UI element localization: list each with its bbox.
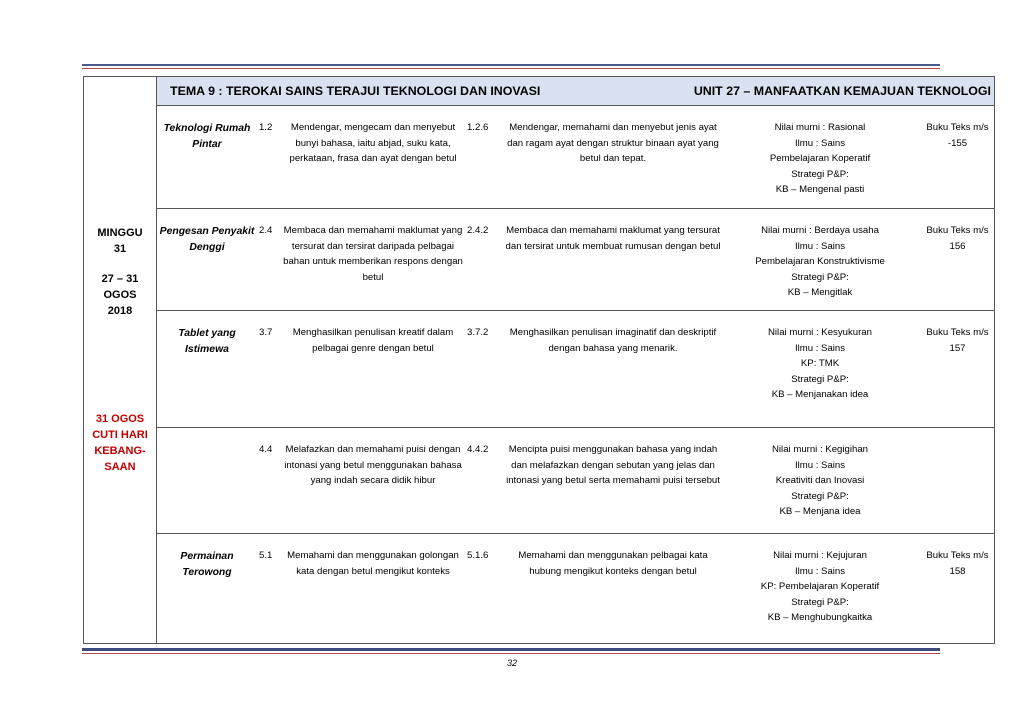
lesson-row xyxy=(157,311,995,428)
notes xyxy=(721,548,919,626)
note-value: Nilai murni : Rasional xyxy=(774,122,866,133)
objective-code: 2.4.2 xyxy=(467,225,489,236)
resource-text xyxy=(919,442,996,520)
note-approach: KP: TMK xyxy=(800,358,840,369)
topic-title: Teknologi Rumah Pintar xyxy=(163,123,251,150)
note-strategy: Strategi P&P: xyxy=(791,271,849,283)
lesson-plan-table xyxy=(83,76,995,644)
resource-text: Buku Teks m/s 156 xyxy=(926,225,989,252)
note-thinking-skill: KB – Mengitlak xyxy=(787,287,853,298)
week-date-year: 2018 xyxy=(107,305,133,317)
objective-code: 4.4.2 xyxy=(467,444,489,455)
week-date-month: OGOS xyxy=(103,289,137,301)
standard-code: 4.4 xyxy=(259,444,273,455)
note-knowledge: Ilmu : Sains xyxy=(794,459,846,471)
unit-title: UNIT 27 – MANFAATKAN KEMAJUAN TEKNOLOGI xyxy=(693,84,991,98)
note-thinking-skill: KB – Menjana idea xyxy=(779,506,861,517)
week-cell xyxy=(84,77,157,644)
lesson-row xyxy=(157,106,995,209)
objective-text: Mendengar, memahami dan menyebut jenis ayat dan ragam ayat dengan struktur binaan ayat yang betul dan tepat. xyxy=(507,122,719,164)
note-strategy: Strategi P&P: xyxy=(791,168,849,180)
note-thinking-skill: KB – Menjanakan idea xyxy=(771,389,869,400)
note-value: Nilai murni : Berdaya usaha xyxy=(761,225,879,236)
holiday-line-1: 31 OGOS xyxy=(95,413,145,425)
objective-text: Membaca dan memahami maklumat yang tersurat dan tersirat untuk membuat rumusan dengan betul xyxy=(505,225,721,252)
standard-text: Mendengar, mengecam dan menyebut bunyi bahasa, iaitu abjad, suku kata, perkataan, frasa dan ayat dengan betul xyxy=(289,122,457,164)
note-knowledge: Ilmu : Sains xyxy=(794,137,846,149)
note-strategy: Strategi P&P: xyxy=(791,373,849,385)
note-approach: Pembelajaran Konstruktivisme xyxy=(755,256,885,267)
note-strategy: Strategi P&P: xyxy=(791,596,849,608)
standard-code: 3.7 xyxy=(259,327,273,338)
note-value: Nilai murni : Kesyukuran xyxy=(768,327,872,338)
holiday-line-4: SAAN xyxy=(104,461,136,473)
week-number: 31 xyxy=(113,243,127,255)
lesson-row xyxy=(157,428,995,534)
objective-text: Menghasilkan penulisan imaginatif dan deskriptif dengan bahasa yang menarik. xyxy=(509,327,717,354)
theme-header xyxy=(157,77,995,106)
resource-text: Buku Teks m/s 158 xyxy=(926,550,989,577)
note-thinking-skill: KB – Menghubungkaitka xyxy=(767,612,873,623)
notes xyxy=(721,442,919,520)
standard-text: Menghasilkan penulisan kreatif dalam pelbagai genre dengan betul xyxy=(292,327,454,354)
topic-title xyxy=(157,442,257,520)
note-approach: Kreativiti dan Inovasi xyxy=(775,475,865,486)
week-label: MINGGU xyxy=(97,227,143,239)
footer-rule-red xyxy=(82,653,940,654)
standard-text: Memahami dan menggunakan golongan kata dengan betul mengikut konteks xyxy=(287,550,459,577)
standard-text: Membaca dan memahami maklumat yang tersurat dan tersirat daripada pelbagai bahan untuk memberikan respons dengan betul xyxy=(283,225,463,283)
notes xyxy=(721,223,919,301)
topic-title: Pengesan Penyakit Denggi xyxy=(159,226,255,253)
note-value: Nilai murni : Kejujuran xyxy=(773,550,867,561)
page-number: 32 xyxy=(506,658,517,668)
note-approach: Pembelajaran Koperatif xyxy=(769,153,871,164)
standard-code: 1.2 xyxy=(259,122,273,133)
note-thinking-skill: KB – Mengenal pasti xyxy=(775,184,865,195)
holiday-line-3: KEBANG- xyxy=(94,445,146,457)
lesson-row xyxy=(157,534,995,644)
note-knowledge: Ilmu : Sains xyxy=(794,342,846,354)
note-approach: KP: Pembelajaran Koperatif xyxy=(760,581,880,592)
standard-code: 2.4 xyxy=(259,225,273,236)
standard-code: 5.1 xyxy=(259,550,273,561)
note-value: Nilai murni : Kegigihan xyxy=(772,444,868,455)
footer-rule-blue xyxy=(82,648,940,651)
note-knowledge: Ilmu : Sains xyxy=(794,240,846,252)
note-strategy: Strategi P&P: xyxy=(791,490,849,502)
objective-code: 1.2.6 xyxy=(467,122,489,133)
topic-title: Permainan Terowong xyxy=(180,551,234,578)
notes xyxy=(721,325,919,403)
lesson-row xyxy=(157,209,995,311)
objective-code: 5.1.6 xyxy=(467,550,489,561)
topic-title: Tablet yang Istimewa xyxy=(178,328,236,355)
header-rule-red xyxy=(82,68,940,69)
objective-code: 3.7.2 xyxy=(467,327,489,338)
header-rule-blue xyxy=(82,64,940,66)
holiday-line-2: CUTI HARI xyxy=(92,429,148,441)
resource-text: Buku Teks m/s 157 xyxy=(926,327,989,354)
objective-text: Mencipta puisi menggunakan bahasa yang indah dan melafazkan dengan sebutan yang jelas dan intonasi yang betul serta memahami puisi tersebut xyxy=(506,444,720,486)
note-knowledge: Ilmu : Sains xyxy=(794,565,846,577)
standard-text: Melafazkan dan memahami puisi dengan intonasi yang betul menggunakan bahasa yang indah secara didik hibur xyxy=(284,444,462,486)
theme-title: TEMA 9 : TEROKAI SAINS TERAJUI TEKNOLOGI DAN INOVASI xyxy=(170,84,541,98)
objective-text: Memahami dan menggunakan pelbagai kata hubung mengikut konteks dengan betul xyxy=(518,550,708,577)
week-date-range: 27 – 31 xyxy=(101,273,139,285)
notes xyxy=(721,120,919,198)
resource-text: Buku Teks m/s -155 xyxy=(926,122,989,149)
